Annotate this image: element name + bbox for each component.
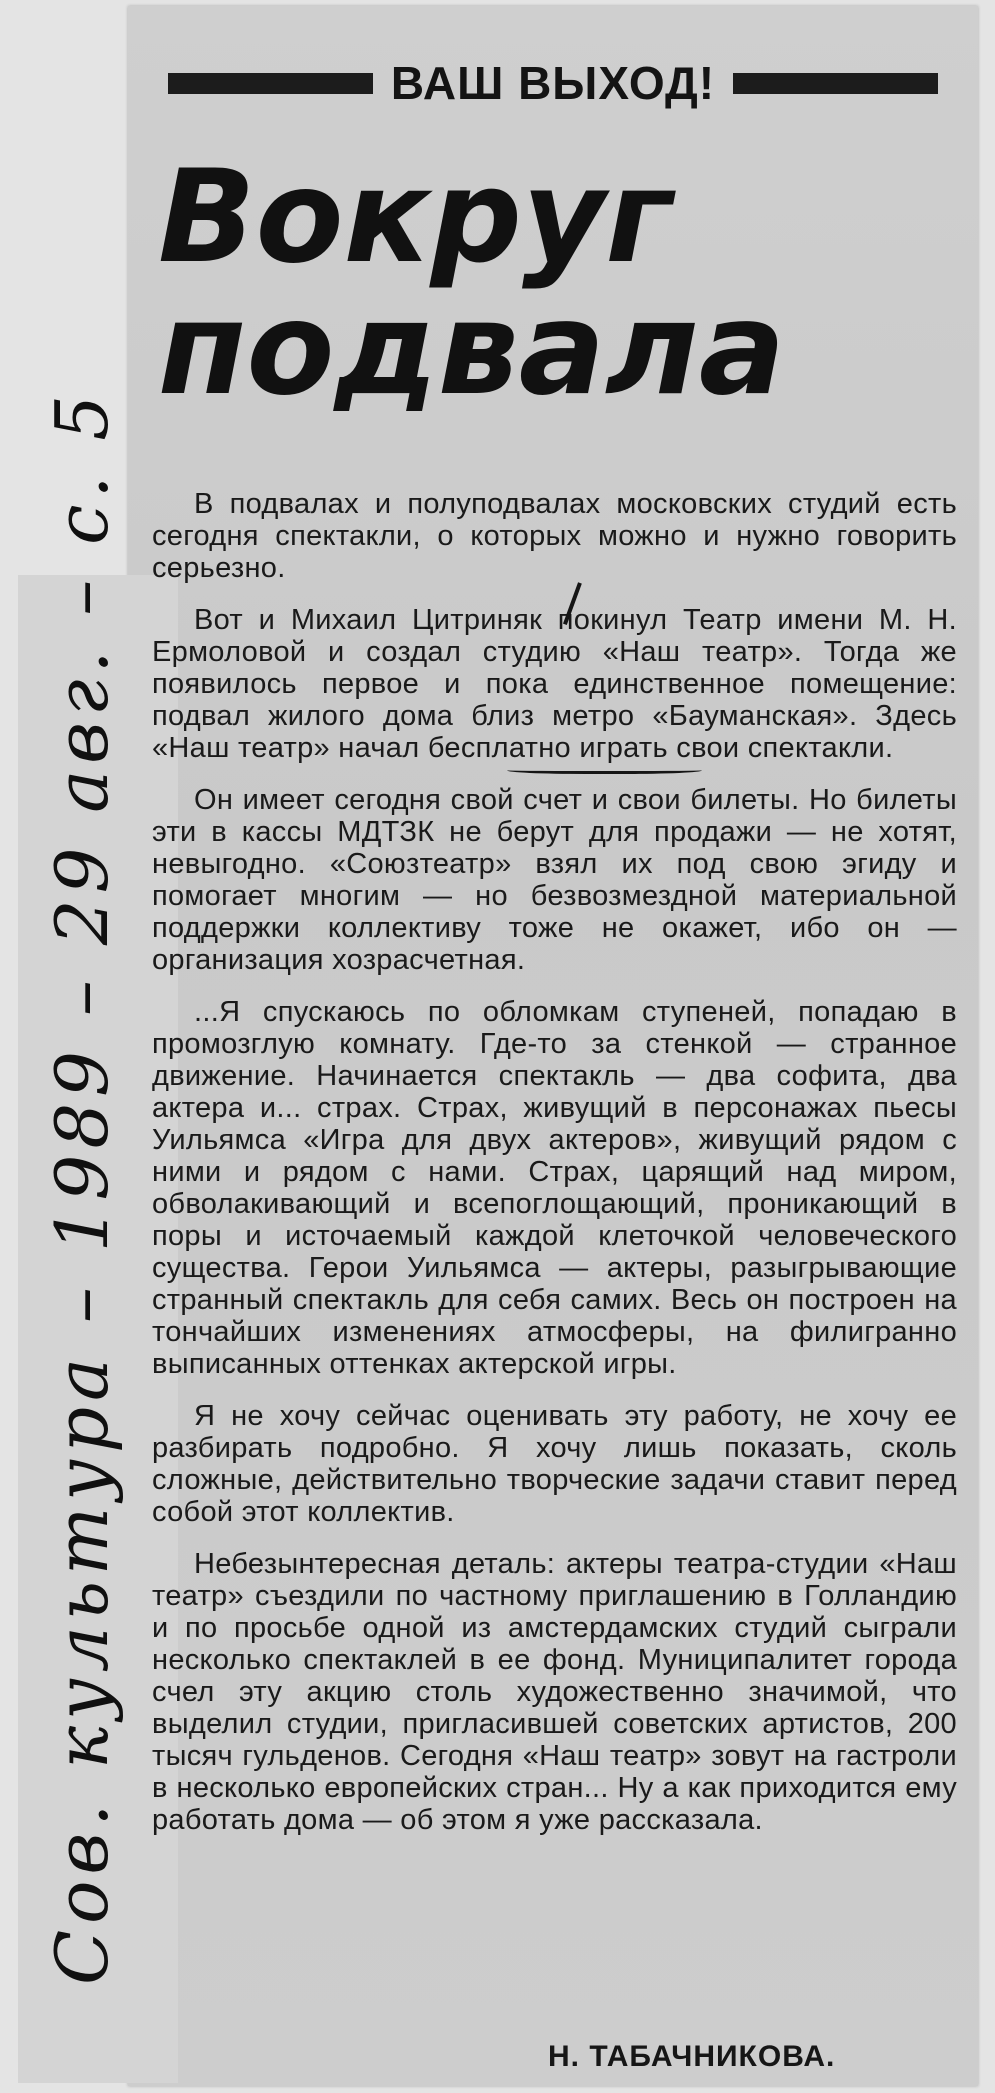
article-paragraph: В подвалах и полуподвалах московских студий есть сегодня спектакли, о которых можно и нужно говорить серьезно. — [152, 488, 957, 584]
handwritten-source-note: Сов. культура – 1989 – 29 авг. – с. 5 — [40, 388, 124, 1985]
article-paragraph: Я не хочу сейчас оценивать эту работу, не хочу ее разбирать подробно. Я хочу лишь показать, сколь сложные, действительно творческие задачи ставит перед собой этот коллектив. — [152, 1400, 957, 1528]
article-body — [152, 488, 957, 1856]
article-paragraph: Небезынтересная деталь: актеры театра-студии «Наш театр» съездили по частному приглашению в Голландию и по просьбе одной из амстердамских студий сыграли несколько спектаклей в ее фонд. Муниципалитет города счел эту акцию столь художественно значимой, что выделил студии, пригласившей советских артистов, 200 тысяч гульденов. Сегодня «Наш театр» зовут на гастроли в несколько европейских стран... Ну а как приходится ему работать дома — об этом я уже рассказала. — [152, 1548, 957, 1836]
rubric-header — [168, 48, 938, 118]
pen-underline — [507, 765, 702, 774]
headline-line-2: подвала — [158, 275, 786, 424]
author-signature: Н. ТАБАЧНИКОВА. — [548, 2040, 836, 2073]
rubric-label: ВАШ ВЫХОД! — [390, 57, 716, 109]
rubric-bar-right — [733, 73, 938, 94]
article-paragraph: Вот и Михаил Цитриняк покинул Театр имени М. Н. Ермоловой и создал студию «Наш театр». Тогда же появилось первое и пока единственное помещение: подвал жилого дома близ метро «Бауманская». Здесь «Наш театр» начал бесплатно играть свои спектакли. — [152, 604, 957, 764]
article-paragraph: ...Я спускаюсь по обломкам ступеней, попадаю в промозглую комнату. Где-то за стенкой — странное движение. Начинается спектакль — два софита, два актера и... страх. Страх, живущий в персонажах пьесы Уильямса «Игра для двух актеров», живущий рядом с ними и рядом с нами. Страх, царящий над миром, обволакивающий и всепоглощающий, проникающий в поры и источаемый каждой клеточкой человеческого существа. Герои Уильямса — актеры, разыгрывающие странный спектакль для себя самих. Весь он построен на тончайших изменениях атмосферы, на филигранно выписанных оттенках актерской игры. — [152, 996, 957, 1380]
headline-line-1: Вокруг — [158, 143, 673, 292]
article-paragraph: Он имеет сегодня свой счет и свои билеты. Но билеты эти в кассы МДТЗК не берут для продажи — не хотят, невыгодно. «Союзтеатр» взял их под свою эгиду и помогает многим — но безвозмездной материальной поддержки коллективу тоже не окажет, ибо он — организация хозрасчетная. — [152, 784, 957, 976]
rubric-bar-left — [168, 73, 373, 94]
article-headline — [158, 143, 938, 424]
